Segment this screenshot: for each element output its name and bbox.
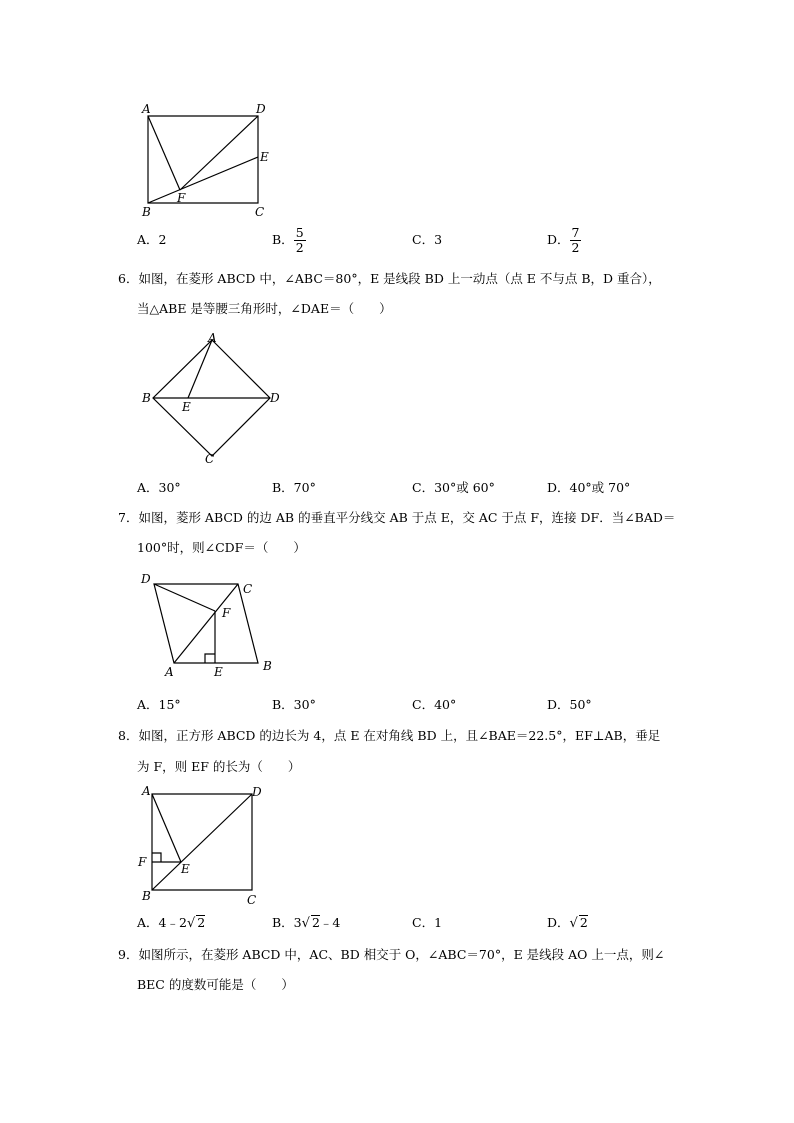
figure-q7-rhombus (138, 570, 288, 685)
label-C: C (247, 893, 257, 907)
q7-stem-line2: 100°时，则∠CDF＝（ ） (137, 540, 306, 555)
q8-stem-line1: 8．如图，正方形 ABCD 的边长为 4，点 E 在对角线 BD 上，且∠BAE＝22.5°，EF⊥AB，垂足 (118, 728, 661, 743)
q6-option-c[interactable]: C．30°或 60° (412, 480, 495, 495)
label-F: F (177, 191, 186, 205)
q9-stem-line2: BEC 的度数可能是（ ） (137, 977, 294, 992)
label-B: B (142, 205, 151, 219)
label-A: A (208, 331, 217, 345)
q7-option-a[interactable]: A．15° (137, 697, 181, 712)
radical-sign: √ (301, 916, 310, 931)
label-D: D (141, 572, 151, 586)
label-F: F (222, 606, 231, 620)
label-A: A (165, 665, 174, 679)
label-D: D (270, 391, 280, 405)
label-F: F (138, 855, 147, 869)
q8-option-d[interactable]: D．√ 2 (547, 915, 588, 931)
figure-q8-square (135, 782, 285, 907)
q8-option-c[interactable]: C．1 (412, 915, 443, 930)
radical-sign: √ (569, 916, 578, 931)
q8-option-b[interactable]: B．3√ 2﹣4 (272, 915, 341, 931)
q6-option-b[interactable]: B．70° (272, 480, 316, 495)
figure-q5-rectangle (135, 100, 285, 220)
label-A: A (142, 784, 151, 798)
label-C: C (243, 582, 253, 596)
q7-stem-line1: 7．如图，菱形 ABCD 的边 AB 的垂直平分线交 AB 于点 E，交 AC 于点 F，连接 DF．当∠BAD＝ (118, 510, 676, 525)
label-B: B (142, 889, 151, 903)
q5-option-d[interactable]: D． $\frac{7}{2}$ (547, 225, 580, 255)
label-D: D (252, 785, 262, 799)
fraction: $\frac{7}{2}$ (571, 225, 580, 255)
label-C: C (255, 205, 265, 219)
label-A: A (142, 102, 151, 116)
label-C: C (205, 452, 215, 466)
fraction: $\frac{5}{2}$ (295, 225, 304, 255)
label-E: E (181, 862, 190, 876)
q5-option-b[interactable]: B． $\frac{5}{2}$ (272, 225, 304, 255)
label-B: B (263, 659, 272, 673)
q6-option-a[interactable]: A．30° (137, 480, 181, 495)
q7-option-b[interactable]: B．30° (272, 697, 316, 712)
radical-sign: √ (186, 916, 196, 931)
figure-q6-rhombus (140, 330, 290, 470)
q5-option-c[interactable]: C．3 (412, 232, 443, 247)
q5-option-a[interactable]: A．2 (137, 232, 167, 247)
label-E: E (260, 150, 269, 164)
q8-option-a[interactable]: A．4﹣2√ 2 (137, 915, 206, 931)
q7-option-c[interactable]: C．40° (412, 697, 457, 712)
q9-stem-line1: 9．如图所示，在菱形 ABCD 中，AC、BD 相交于 O，∠ABC＝70°，E 是线段 AO 上一点，则∠ (118, 947, 665, 962)
label-E: E (214, 665, 223, 679)
q8-stem-line2: 为 F，则 EF 的长为（ ） (137, 759, 301, 774)
q6-stem-line2: 当△ABE 是等腰三角形时，∠DAE＝（ ） (137, 301, 392, 316)
label-B: B (142, 391, 151, 405)
label-E: E (182, 400, 191, 414)
label-D: D (256, 102, 266, 116)
q6-option-d[interactable]: D．40°或 70° (547, 480, 631, 495)
q6-stem-line1: 6．如图，在菱形 ABCD 中，∠ABC＝80°，E 是线段 BD 上一动点（点 E 不与点 B，D 重合）， (118, 271, 661, 286)
q7-option-d[interactable]: D．50° (547, 697, 592, 712)
